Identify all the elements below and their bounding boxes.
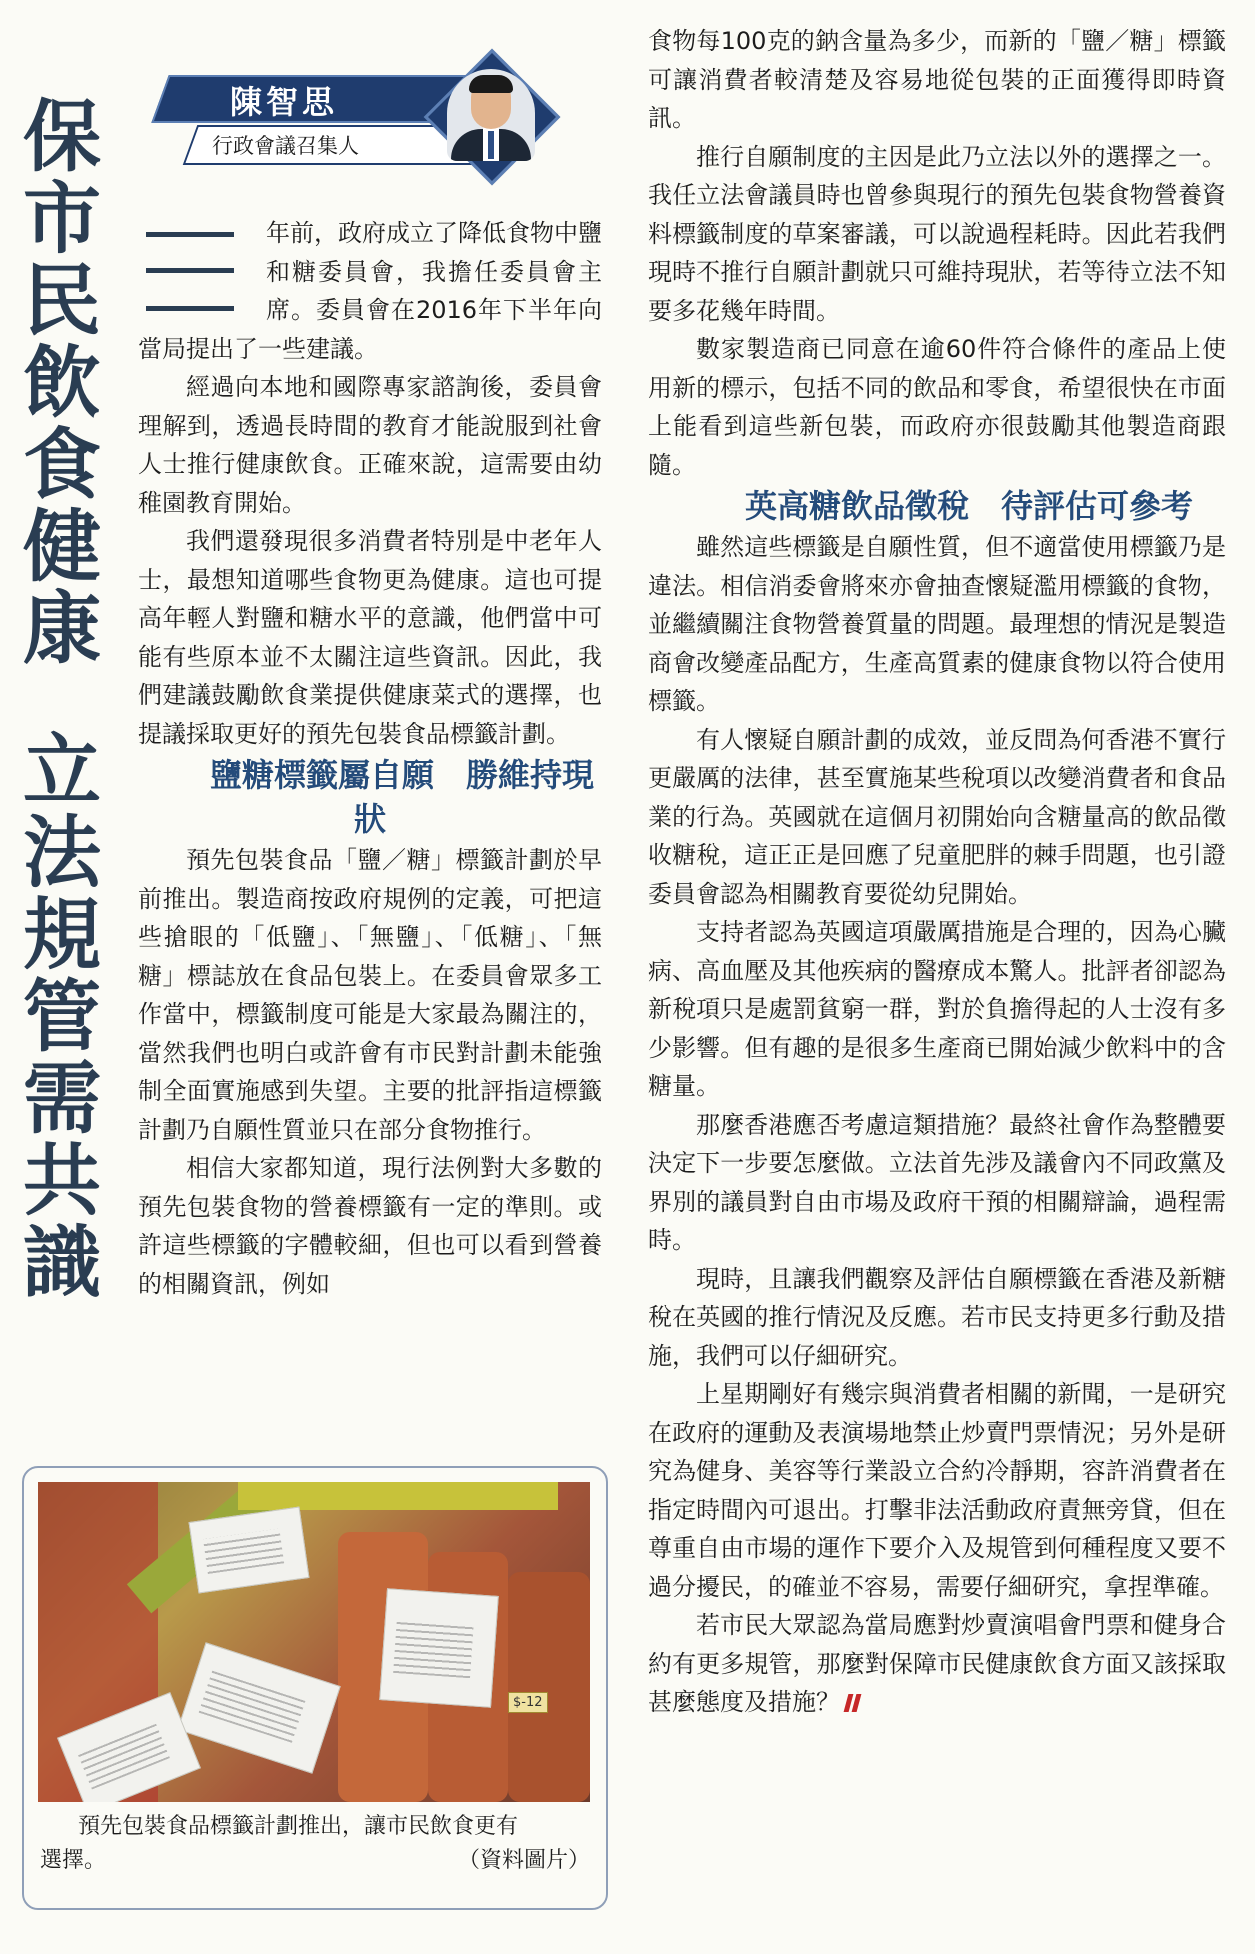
paragraph: 現時，且讓我們觀察及評估自願標籤在香港及新糖稅在英國的推行情況及反應。若市民支持更多行動及措施，我們可以仔細研究。 xyxy=(648,1264,1226,1370)
paragraph: 預先包裝食品「鹽／糖」標籤計劃於早前推出。製造商按政府規例的定義，可把這些搶眼的「低鹽」、「無鹽」、「低糖」、「無糖」標誌放在食品包裝上。在委員會眾多工作當中，標籤制度可能是大家最為關注的，當然我們也明白或許會有市民對計劃未能強制全面實施感到失望。主要的批評指這標籤計劃乃自願性質並只在部分食物推行。 xyxy=(138,846,602,1144)
dropcap-stroke-3 xyxy=(146,306,234,311)
subheading: 鹽糖標籤屬自願 勝維持現狀 xyxy=(209,756,594,838)
paragraph: 數家製造商已同意在逾60件符合條件的產品上使用新的標示，包括不同的飲品和零食，希望很快在市面上能看到這些新包裝，而政府亦很鼓勵其他製造商跟隨。 xyxy=(648,335,1226,479)
price-tag: $-12 xyxy=(508,1692,548,1713)
byline xyxy=(160,55,550,175)
paragraph: 我們還發現很多消費者特別是中老年人士，最想知道哪些食物更為健康。這也可提高年輕人對鹽和糖水平的意識，他們當中可能有些原本並不太關注這些資訊。因此，我們建議鼓勵飲食業提供健康菜式的選擇，也提議採取更好的預先包裝食品標籤計劃。 xyxy=(138,527,602,748)
nutrition-label xyxy=(379,1588,499,1708)
paragraph: 年前，政府成立了降低食物中鹽和糖委員會，我擔任委員會主席。委員會在2016年下半年向當局提出了一些建議。 xyxy=(138,219,602,363)
nutrition-label xyxy=(177,1642,340,1773)
author-photo xyxy=(447,69,535,161)
paragraph-last xyxy=(648,1606,1226,1722)
article-column-1 xyxy=(138,214,602,1303)
paragraph: 支持者認為英國這項嚴厲措施是合理的，因為心臟病、高血壓及其他疾病的醫療成本驚人。批評者卻認為新稅項只是處罰貧窮一群，對於負擔得起的人士沒有多少影響。但有趣的是很多生產商已開始減少飲料中的含糖量。 xyxy=(648,918,1226,1100)
dropcap-stroke-1 xyxy=(146,232,234,237)
author-title: 行政會議召集人 xyxy=(212,134,359,158)
subheading: 英高糖飲品徵稅 待評估可參考 xyxy=(744,487,1193,525)
last-paragraph-text: 若市民大眾認為當局應對炒賣演唱會門票和健身合約有更多規管，那麼對保障市民健康飲食方面又該採取甚麼態度及措施？ xyxy=(648,1611,1226,1716)
paragraph: 雖然這些標籤是自願性質，但不適當使用標籤乃是違法。相信消委會將來亦會抽查懷疑濫用標籤的食物，並繼續關注食物營養質量的問題。最理想的情況是製造商會改變產品配方，生產高質素的健康食物以符合使用標籤。 xyxy=(648,533,1226,715)
food-packaging-photo xyxy=(38,1482,590,1802)
article-column-2 xyxy=(648,22,1226,1722)
yellow-package xyxy=(238,1482,558,1510)
photo-tie xyxy=(488,131,494,159)
photo-box xyxy=(22,1466,608,1910)
headline-part1: 保市民飲食健康 xyxy=(10,95,101,669)
caption-line-2-text: 選擇。 xyxy=(40,1848,107,1873)
photo-hair xyxy=(469,75,513,93)
dropcap-stroke-2 xyxy=(146,268,234,273)
caption-credit: （資料圖片） xyxy=(457,1848,590,1873)
dropcap xyxy=(138,218,250,328)
paragraph: 有人懷疑自願計劃的成效，並反問為何香港不實行更嚴厲的法律，甚至實施某些稅項以改變消費者和食品業的行為。英國就在這個月初開始向含糖量高的飲品徵收糖稅，這正正是回應了兒童肥胖的棘手問題，也引證委員會認為相關教育要從幼兒開始。 xyxy=(648,725,1226,908)
nutrition-label xyxy=(189,1507,310,1594)
headline xyxy=(10,95,100,1303)
paragraph: 經過向本地和國際專家諮詢後，委員會理解到，透過長時間的教育才能說服到社會人士推行健康飲食。正確來說，這需要由幼稚園教育開始。 xyxy=(138,373,602,517)
end-mark-icon xyxy=(840,1692,866,1714)
author-name: 陳智思 xyxy=(230,83,339,121)
headline-part2: 立法規管需共識 xyxy=(10,729,101,1303)
paragraph: 上星期剛好有幾宗與消費者相關的新聞，一是研究在政府的運動及表演場地禁止炒賣門票情況；另外是研究為健身、美容等行業設立合約冷靜期，容許消費者在指定時間內可退出。打擊非法活動政府責無旁貸，但在尊重自由市場的運作下要介入及規管到何種程度又要不過分擾民，的確並不容易，需要仔細研究，拿捏準確。 xyxy=(648,1380,1226,1601)
paragraph: 推行自願制度的主因是此乃立法以外的選擇之一。我任立法會議員時也曾參與現行的預先包裝食物營養資料標籤制度的草案審議，可以說過程耗時。因此若我們現時不推行自願計劃就只可維持現狀，若等待立法不知要多花幾年時間。 xyxy=(648,142,1226,325)
paragraph: 那麼香港應否考慮這類措施？最終社會作為整體要決定下一步要怎麼做。立法首先涉及議會內不同政黨及界別的議員對自由市場及政府干預的相關辯論，過程需時。 xyxy=(648,1110,1226,1254)
photo-caption xyxy=(40,1810,590,1878)
paragraph: 食物每100克的鈉含量為多少，而新的「鹽／糖」標籤可讓消費者較清楚及容易地從包裝的正面獲得即時資訊。 xyxy=(648,27,1226,132)
caption-line-1: 預先包裝食品標籤計劃推出，讓市民飲食更有 xyxy=(78,1814,519,1839)
biscuit-roll xyxy=(508,1572,590,1802)
paragraph: 相信大家都知道，現行法例對大多數的預先包裝食物的營養標籤有一定的準則。或許這些標籤的字體較細，但也可以看到營養的相關資訊，例如 xyxy=(138,1154,602,1298)
caption-line-2 xyxy=(40,1844,590,1878)
